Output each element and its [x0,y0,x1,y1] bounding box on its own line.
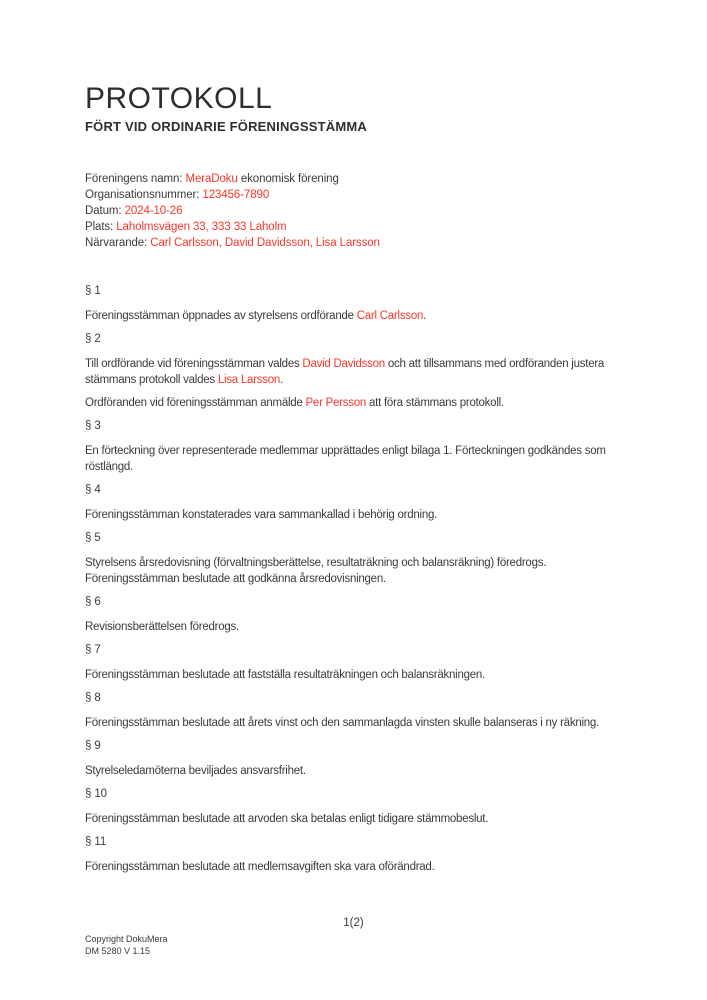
section-paragraph [85,356,620,388]
paragraph-text: Föreningsstämman konstaterades vara sammankallad i behörig ordning. [85,509,438,521]
protocol-section [85,418,620,475]
section-paragraph [85,763,620,779]
protocol-section [85,786,620,827]
protocol-section [85,834,620,875]
section-heading: § 8 [85,692,101,704]
section-paragraph [85,619,620,635]
section-heading: § 2 [85,333,101,345]
info-value: 123456-7890 [202,189,270,201]
protocol-section [85,642,620,683]
section-paragraph [85,395,620,411]
document-header [85,84,620,135]
paragraph-text: Föreningsstämman beslutade att årets vinst och den sammanlagda vinsten skulle balanseras i ny räkning. [85,717,600,729]
section-heading: § 1 [85,285,101,297]
info-value: MeraDoku [185,173,238,185]
info-value: Carl Carlsson, David Davidsson, Lisa Larsson [150,237,380,249]
protocol-section [85,690,620,731]
info-label: Närvarande: [85,237,151,249]
paragraph-text: att föra stämmans protokoll. [366,397,504,409]
paragraph-text: Ordföranden vid föreningsstämman anmälde [85,397,306,409]
section-paragraph [85,555,620,587]
paragraph-text: Föreningsstämman öppnades av styrelsens ordförande [85,310,357,322]
paragraph-text: Styrelseledamöterna beviljades ansvarsfrihet. [85,765,306,777]
section-heading: § 10 [85,788,107,800]
info-label: Föreningens namn: [85,173,186,185]
paragraph-text: . [423,310,427,322]
protocol-section [85,530,620,587]
paragraph-text: . [280,374,284,386]
info-block [85,171,620,251]
info-line [85,187,620,203]
info-label: Organisationsnummer: [85,189,203,201]
section-paragraph [85,859,620,875]
info-label: Plats: [85,221,117,233]
info-line [85,171,620,187]
merge-field-value: Lisa Larsson [217,374,281,386]
paragraph-text: och att tillsammans med ordföranden justera stämmans protokoll valdes [85,358,605,386]
section-paragraph [85,507,620,523]
merge-field-value: David Davidsson [302,358,385,370]
info-value: 2024-10-26 [124,205,183,217]
paragraph-text: Revisionsberättelsen föredrogs. [85,621,239,633]
section-paragraph [85,443,620,475]
protocol-section [85,283,620,324]
info-value: Laholmsvägen 33, 333 33 Laholm [116,221,287,233]
paragraph-text: Föreningsstämman beslutade att arvoden ska betalas enligt tidigare stämmobeslut. [85,813,489,825]
protocol-section [85,594,620,635]
section-heading: § 3 [85,420,101,432]
info-line [85,235,620,251]
protocol-section [85,482,620,523]
footer-meta [85,933,168,957]
section-paragraph [85,811,620,827]
footer-copyright: Copyright DokuMera [85,934,168,944]
paragraph-text: En förteckning över representerade medlemmar upprättades enligt bilaga 1. Förteckningen godkändes som röstlängd. [85,445,606,473]
protocol-section [85,738,620,779]
section-paragraph [85,667,620,683]
section-heading: § 11 [85,836,107,848]
protocol-section [85,331,620,411]
section-heading: § 6 [85,596,101,608]
section-heading: § 4 [85,484,101,496]
merge-field-value: Per Persson [305,397,367,409]
page-number: 1(2) [343,917,364,929]
section-paragraph [85,308,620,324]
paragraph-text: Föreningsstämman beslutade att fastställa resultaträkningen och balansräkningen. [85,669,485,681]
info-line [85,219,620,235]
page-subtitle: FÖRT VID ORDINARIE FÖRENINGSSTÄMMA [85,119,367,134]
merge-field-value: Carl Carlsson [356,310,424,322]
section-paragraph [85,715,620,731]
section-heading: § 9 [85,740,101,752]
section-heading: § 7 [85,644,101,656]
paragraph-text: Föreningsstämman beslutade att medlemsavgiften ska vara oförändrad. [85,861,435,873]
page-title: PROTOKOLL [85,82,273,115]
info-line [85,203,620,219]
paragraph-text: Styrelsens årsredovisning (förvaltningsberättelse, resultaträkning och balansräkning) föredrogs. Föreningsstämman beslutade att godkänna årsredovisningen. [85,557,547,585]
paragraph-text: Till ordförande vid föreningsstämman valdes [85,358,303,370]
info-suffix: ekonomisk förening [237,173,339,185]
info-label: Datum: [85,205,125,217]
footer-doc-id: DM 5280 V 1.15 [85,946,151,956]
section-heading: § 5 [85,532,101,544]
sections-container [85,283,620,875]
